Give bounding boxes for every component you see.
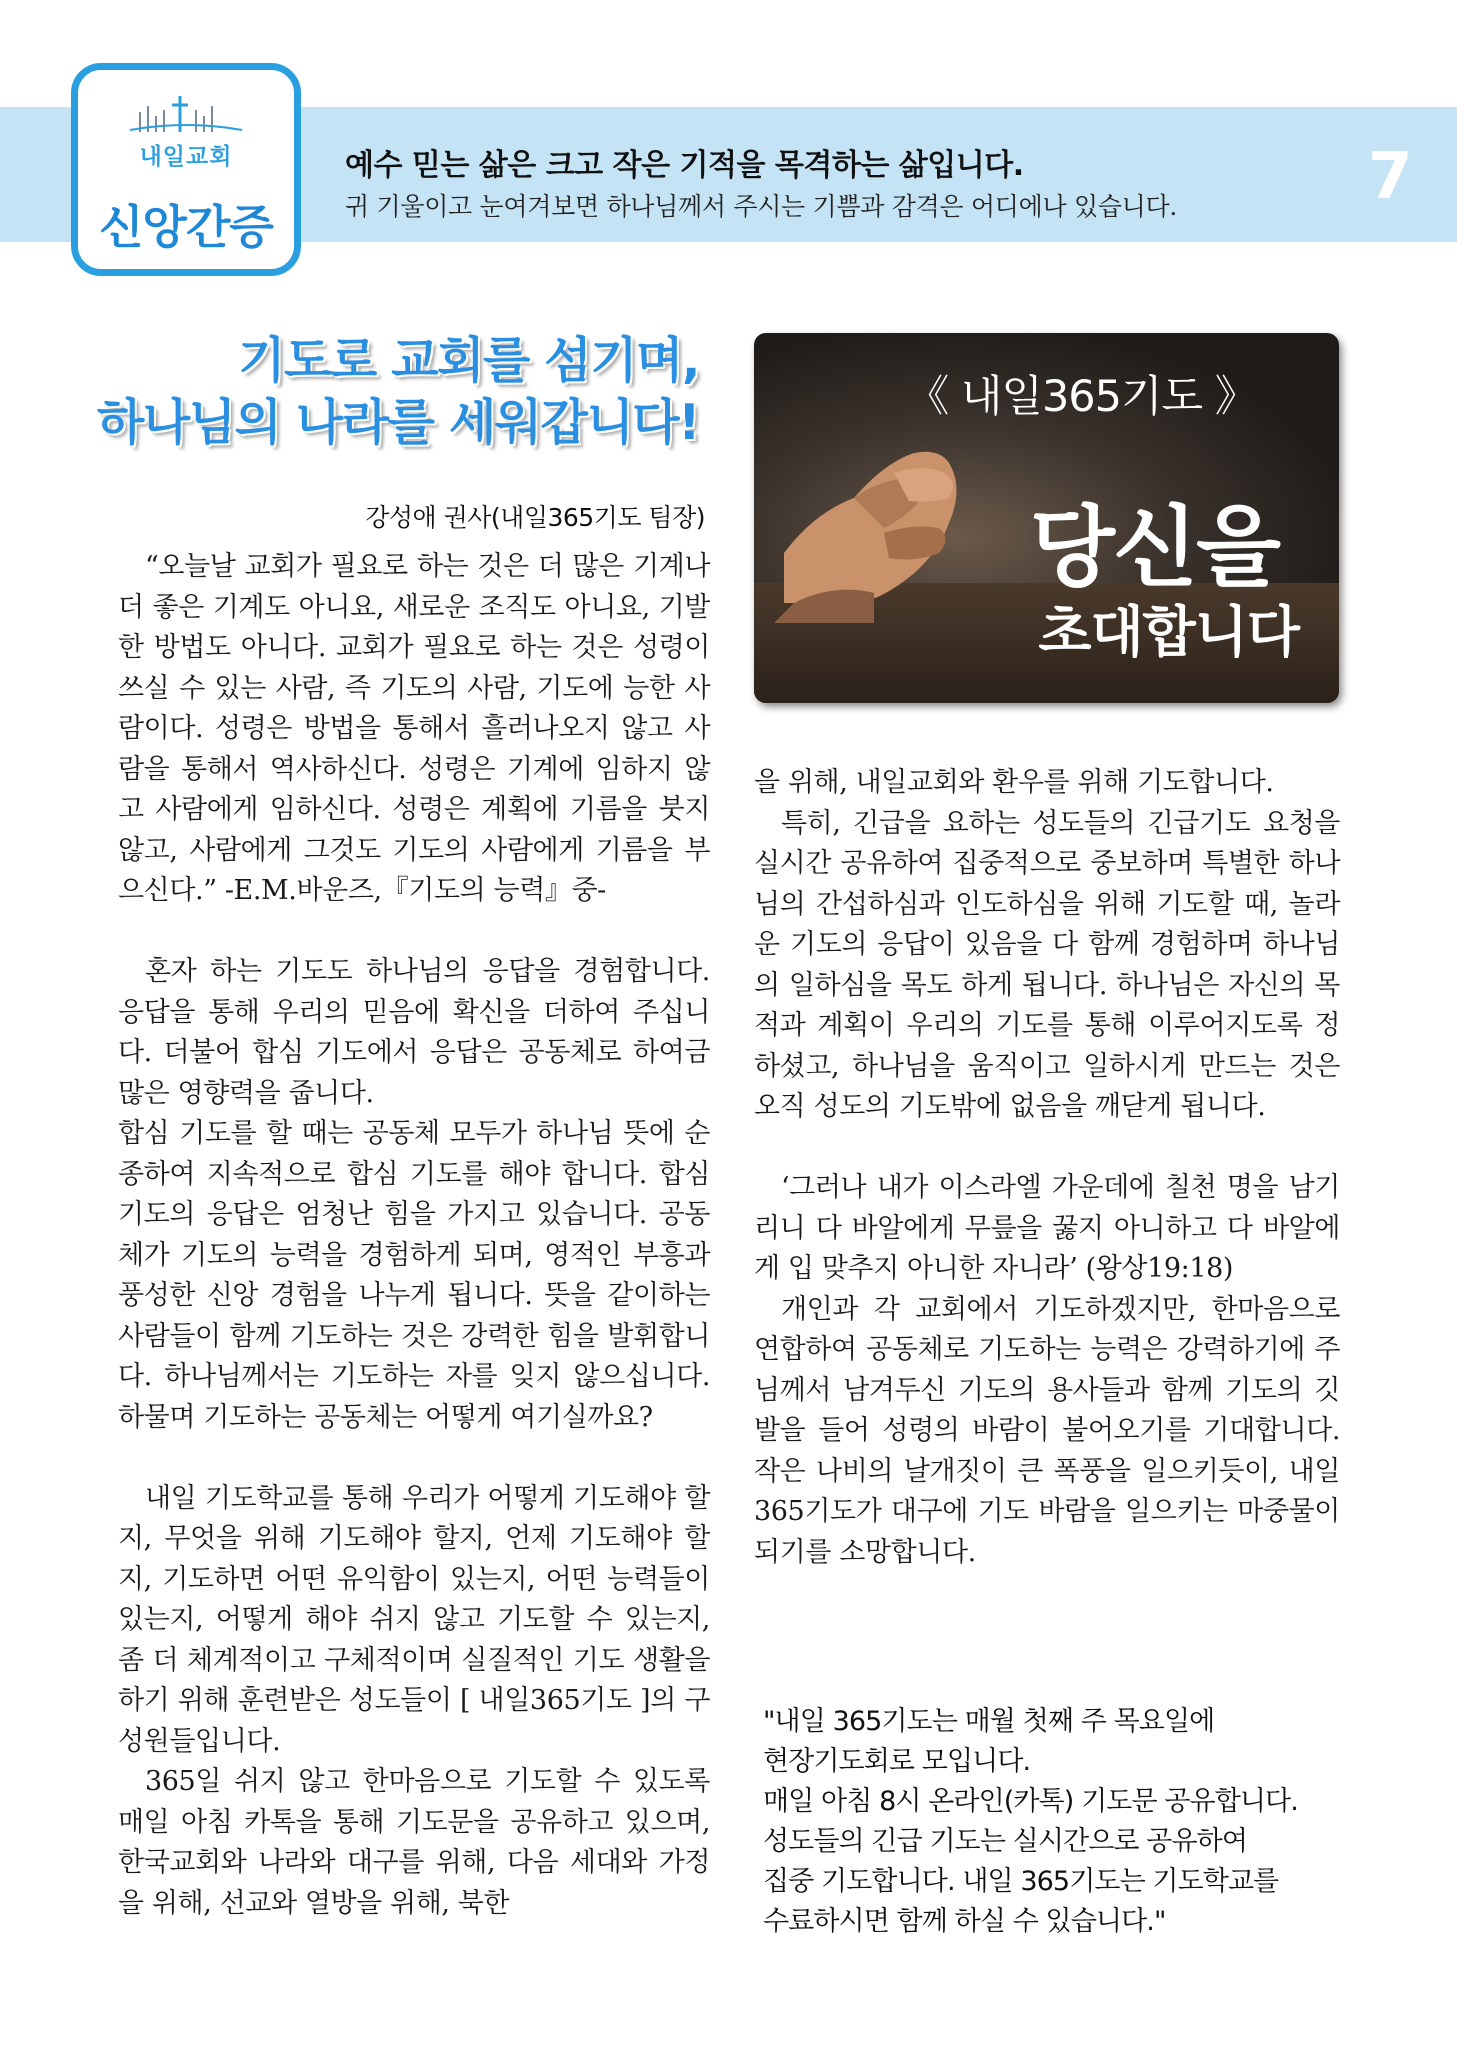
- church-skyline-cross-icon: [126, 92, 246, 136]
- notice-line: "내일 365기도는 매월 첫째 주 목요일에: [763, 1706, 1215, 1737]
- article-headline: [97, 330, 699, 454]
- headline-line-2: 하나님의 나라를 세워갑니다!: [97, 394, 699, 451]
- notice-line: 집중 기도합니다. 내일 365기도는 기도학교를: [763, 1866, 1279, 1897]
- paragraph-scripture: ‘그러나 내가 이스라엘 가운데에 칠천 명을 남기리니 다 바알에게 무릎을 꿇지 아니하고 다 바알에게 입 맞추지 아니한 자니라’ (왕상19:18): [754, 1172, 1340, 1284]
- article-column-right: [754, 763, 1340, 1573]
- promo-title: 《 내일365기도 》: [906, 372, 1257, 422]
- article-byline: 강성애 권사(내일365기도 팀장): [365, 503, 705, 532]
- paragraph: 내일 기도학교를 통해 우리가 어떻게 기도해야 할지, 무엇을 위해 기도해야 할지, 언제 기도해야 할지, 기도하면 어떤 유익함이 있는지, 어떤 능력들이 있는지, 어떻게 해야 쉬지 않고 기도할 수 있는지, 좀 더 체계적이고 구체적이며 실질적인 기도 생활을 하기 위해 훈련받은 성도들이 [ 내일365기도 ]의 구성원들입니다.: [118, 1482, 710, 1757]
- headline-line-1: 기도로 교회를 섬기며,: [238, 332, 699, 389]
- church-name: 내일교회: [139, 144, 233, 170]
- paragraph: 365일 쉬지 않고 한마음으로 기도할 수 있도록 매일 아침 카톡을 통해 기도문을 공유하고 있으며, 한국교회와 나라와 대구를 위해, 다음 세대와 가정을 위해, 선교와 열방을 위해, 북한: [118, 1766, 710, 1919]
- promo-small-text: 초대합니다: [1038, 600, 1299, 664]
- paragraph: 특히, 긴급을 요하는 성도들의 긴급기도 요청을 실시간 공유하여 집중적으로 중보하며 특별한 하나님의 간섭하심과 인도하심을 위해 기도할 때, 놀라운 기도의 응답이 있음을 다 함께 경험하며 하나님의 일하심을 목도 하게 됩니다. 하나님은 자신의 목적과 계획이 우리의 기도를 통해 이루어지도록 정하셨고, 하나님을 움직이고 일하시게 만드는 것은 오직 성도의 기도밖에 없음을 깨닫게 됩니다.: [754, 807, 1340, 1122]
- meeting-notice: [763, 1702, 1353, 1942]
- praying-hands-image: [774, 403, 1014, 623]
- paragraph: 을 위해, 내일교회와 환우를 위해 기도합니다.: [754, 767, 1274, 798]
- paragraph: 합심 기도를 할 때는 공동체 모두가 하나님 뜻에 순종하여 지속적으로 합심 기도를 해야 합니다. 합심 기도의 응답은 엄청난 힘을 가지고 있습니다. 공동체가 기도의 능력을 경험하게 되며, 영적인 부흥과 풍성한 신앙 경험을 나누게 됩니다. 뜻을 같이하는 사람들이 함께 기도하는 것은 강력한 힘을 발휘합니다. 하나님께서는 기도하는 자를 잊지 않으십니다. 하물며 기도하는 공동체는 어떻게 여기실까요?: [118, 1118, 710, 1433]
- notice-line: 현장기도회로 모입니다.: [763, 1746, 1031, 1777]
- header-title: 예수 믿는 삶은 크고 작은 기적을 목격하는 삶입니다.: [345, 148, 1024, 183]
- page-number: 7: [1368, 140, 1411, 214]
- promo-image: [754, 333, 1339, 703]
- notice-line: 수료하시면 함께 하실 수 있습니다.": [763, 1906, 1166, 1937]
- notice-line: 매일 아침 8시 온라인(카톡) 기도문 공유합니다.: [763, 1786, 1298, 1817]
- paragraph-quote: “오늘날 교회가 필요로 하는 것은 더 많은 기계나 더 좋은 기계도 아니요, 새로운 조직도 아니요, 기발한 방법도 아니다. 교회가 필요로 하는 것은 성령이 쓰실 수 있는 사람, 즉 기도의 사람, 기도에 능한 사람이다. 성령은 방법을 통해서 흘러나오지 않고 사람을 통해서 역사하신다. 성령은 기계에 임하지 않고 사람에게 임하신다. 성령은 계획에 기름을 붓지 않고, 사람에게 그것도 기도의 사람에게 기름을 부으신다.” -E.M.바운즈,『기도의 능력』중-: [118, 551, 710, 906]
- article-column-left: [118, 547, 710, 1924]
- section-label: 신앙간증: [99, 200, 273, 254]
- promo-big-text: 당신을: [1029, 496, 1279, 599]
- paragraph: 혼자 하는 기도도 하나님의 응답을 경험합니다. 응답을 통해 우리의 믿음에 확신을 더하여 주십니다. 더불어 합심 기도에서 응답은 공동체로 하여금 많은 영향력을 줍니다.: [118, 956, 711, 1109]
- section-logo-box: [71, 63, 301, 276]
- paragraph: 개인과 각 교회에서 기도하겠지만, 한마음으로 연합하여 공동체로 기도하는 능력은 강력하기에 주님께서 남겨두신 기도의 용사들과 함께 기도의 깃발을 들어 성령의 바람이 불어오기를 기대합니다. 작은 나비의 날개짓이 큰 폭풍을 일으키듯이, 내일365기도가 대구에 기도 바람을 일으키는 마중물이 되기를 소망합니다.: [754, 1293, 1340, 1568]
- notice-line: 성도들의 긴급 기도는 실시간으로 공유하여: [763, 1826, 1248, 1857]
- header-subtitle: 귀 기울이고 눈여겨보면 하나님께서 주시는 기쁨과 감격은 어디에나 있습니다.: [345, 192, 1178, 221]
